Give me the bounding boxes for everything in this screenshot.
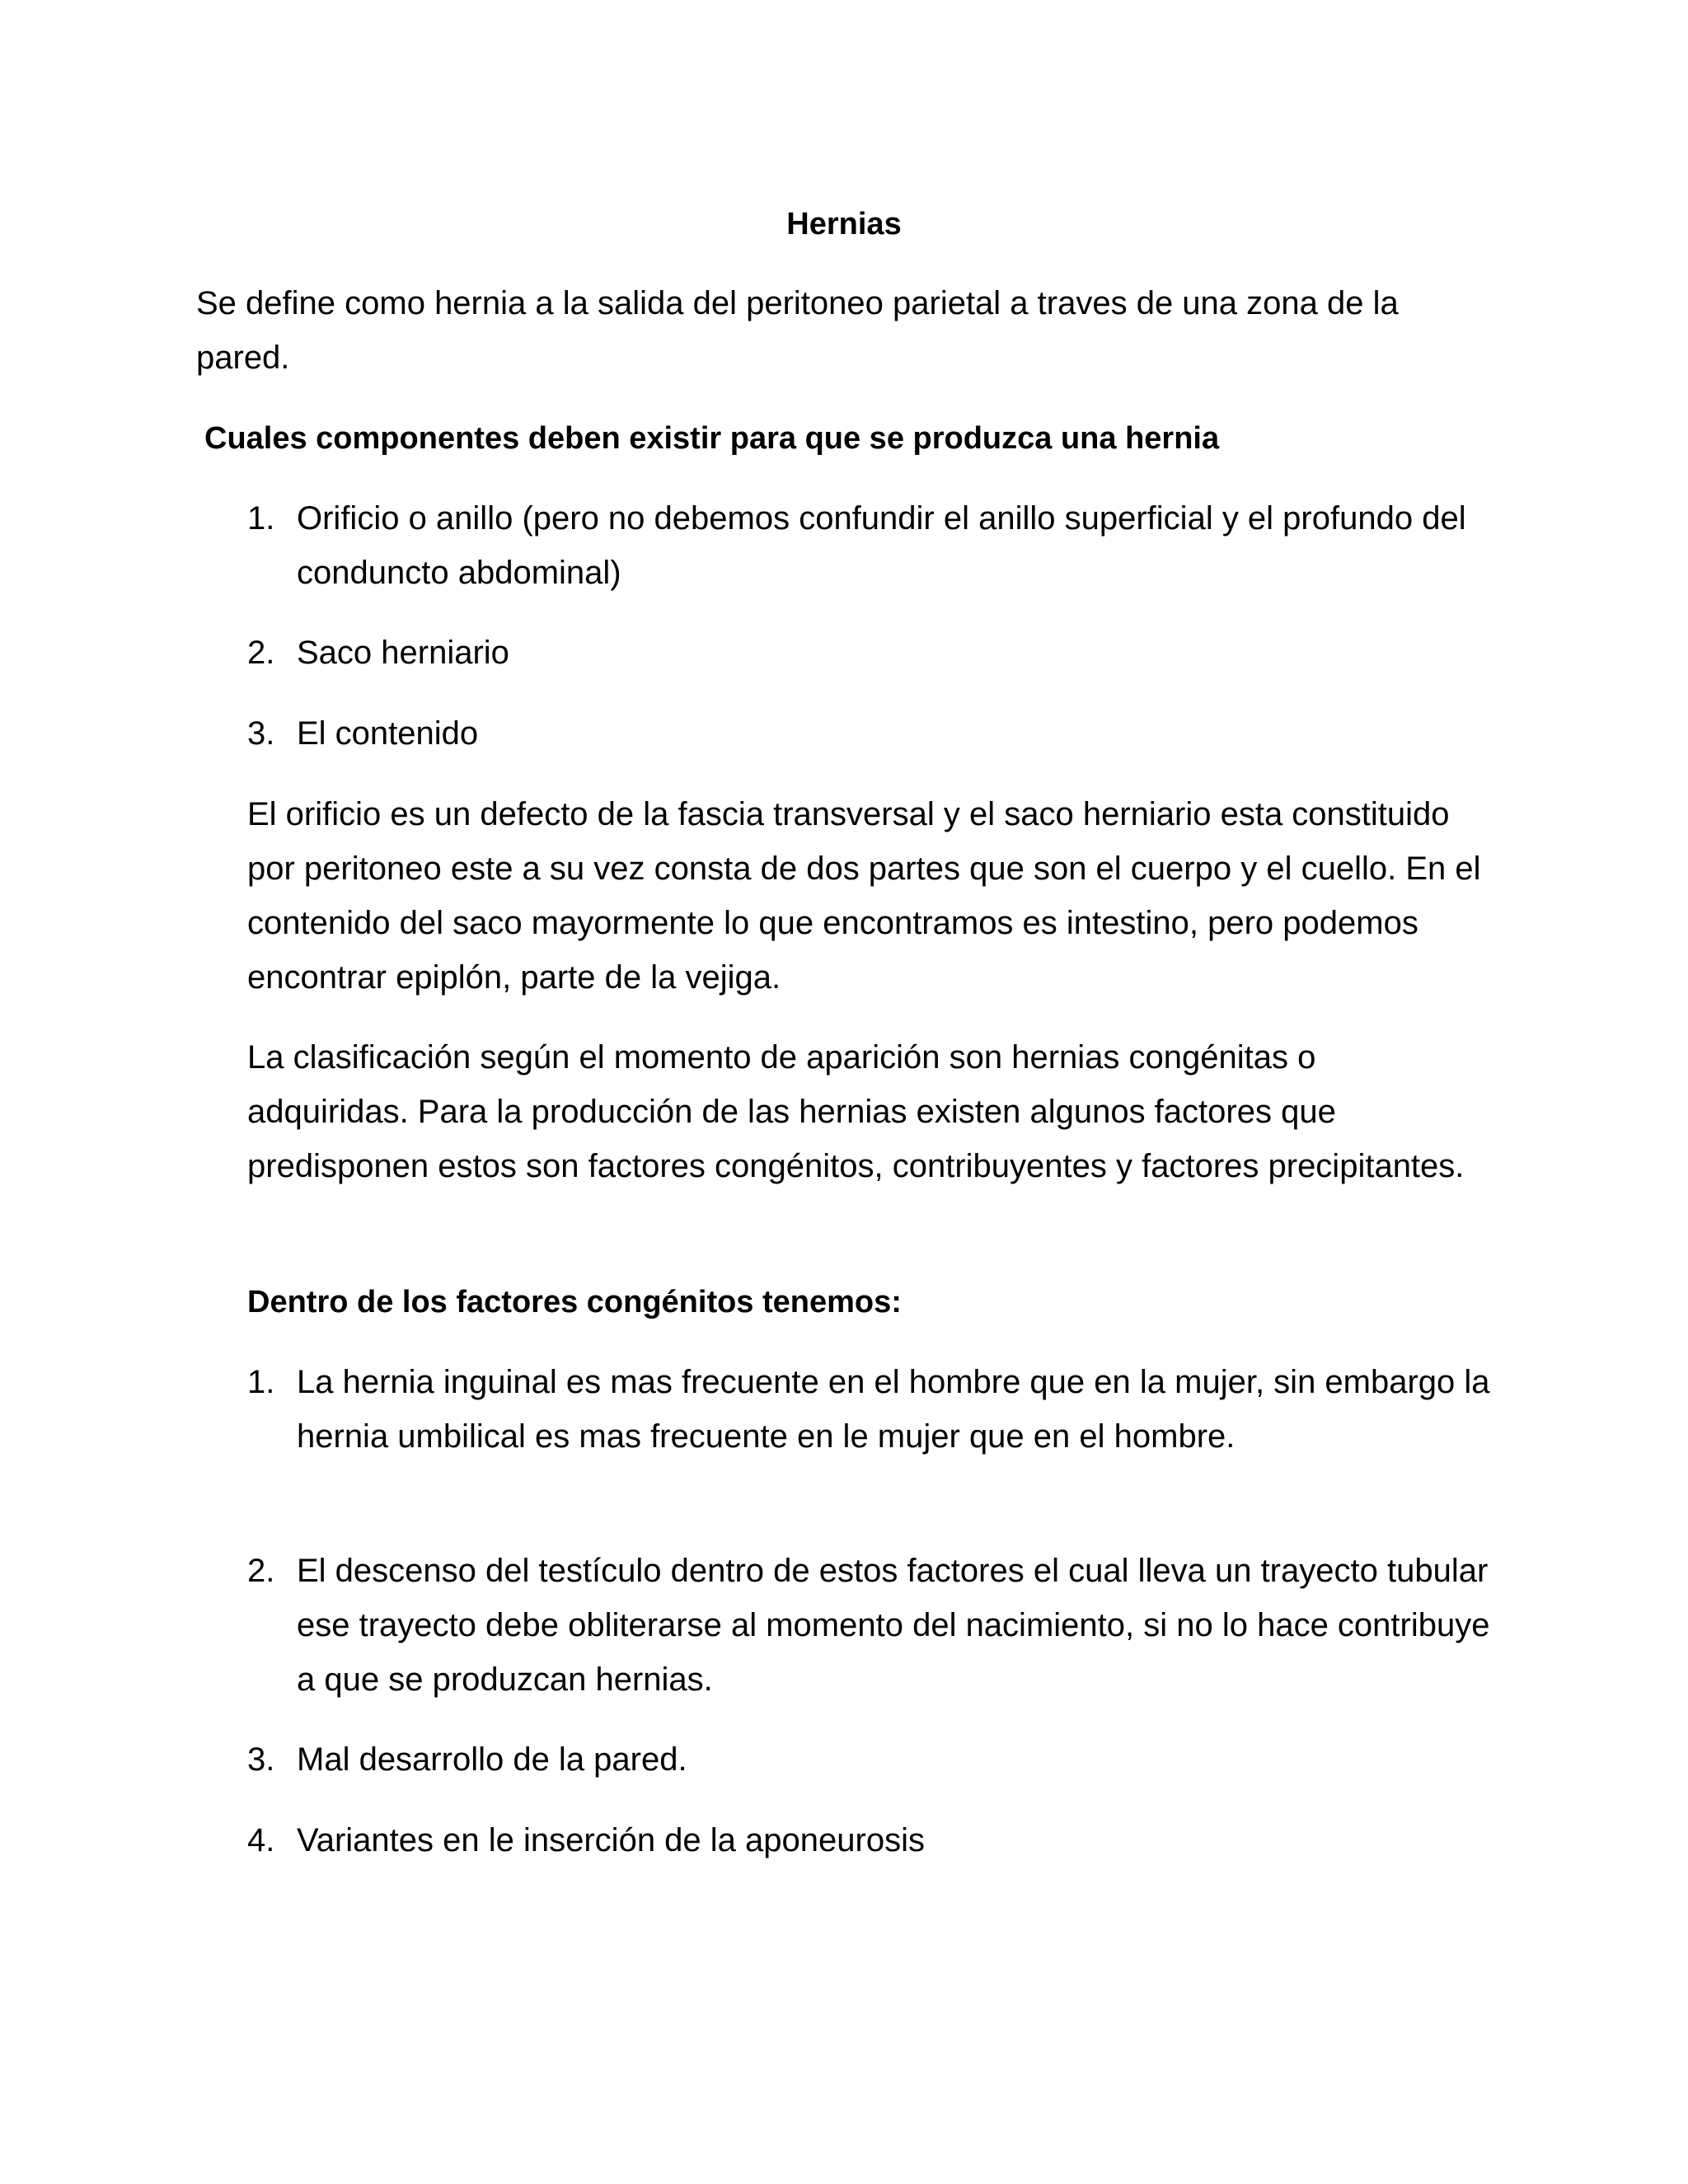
list-number: 1.: [247, 500, 275, 537]
list-item: [247, 491, 1500, 600]
clasificacion-paragraph: La clasificación según el momento de aparición son hernias congénitas o adquiridas. Para la producción de las hernias existen algunos factores que predisponen estos son factores congénitos, contribuyentes y factores precipitantes.: [247, 1039, 1465, 1184]
list-number: 4.: [247, 1822, 275, 1858]
list-item: [247, 626, 1500, 680]
list-text: Orificio o anillo (pero no debemos confundir el anillo superficial y el profundo del conduncto abdominal): [297, 500, 1466, 591]
list-text: Mal desarrollo de la pared.: [297, 1741, 687, 1778]
list-text: La hernia inguinal es mas frecuente en el hombre que en la mujer, sin embargo la hernia umbilical es mas frecuente en le mujer que en el hombre.: [297, 1364, 1490, 1455]
list-number: 3.: [247, 715, 275, 752]
list-item: [247, 1544, 1500, 1707]
list-item: [247, 1732, 1500, 1787]
list-number: 1.: [247, 1364, 275, 1400]
congenital-factors-heading: Dentro de los factores congénitos tenemos:: [247, 1285, 902, 1319]
components-heading: Cuales componentes deben existir para que se produzca una hernia: [204, 421, 1220, 456]
list-item: [247, 706, 1500, 761]
list-number: 3.: [247, 1741, 275, 1778]
list-text: El descenso del testículo dentro de estos factores el cual lleva un trayecto tubular ese trayecto debe obliterarse al momento del nacimiento, si no lo hace contribuye a que se produzcan hernias.: [297, 1553, 1490, 1698]
list-number: 2.: [247, 1553, 275, 1589]
intro-paragraph: Se define como hernia a la salida del peritoneo parietal a traves de una zona de la pared.: [196, 285, 1399, 376]
list-number: 2.: [247, 635, 275, 671]
list-item: [247, 1355, 1500, 1464]
list-text: Saco herniario: [297, 635, 509, 671]
list-item: [247, 1813, 1500, 1868]
list-text: El contenido: [297, 715, 479, 752]
orificio-paragraph: El orificio es un defecto de la fascia transversal y el saco herniario esta constituido por peritoneo este a su vez consta de dos partes que son el cuerpo y el cuello. En el contenido del saco mayormente lo que encontramos es intestino, pero podemos encontrar epiplón, parte de la vejiga.: [247, 796, 1481, 996]
document-title: Hernias: [786, 207, 902, 241]
list-text: Variantes en le inserción de la aponeurosis: [297, 1822, 925, 1858]
